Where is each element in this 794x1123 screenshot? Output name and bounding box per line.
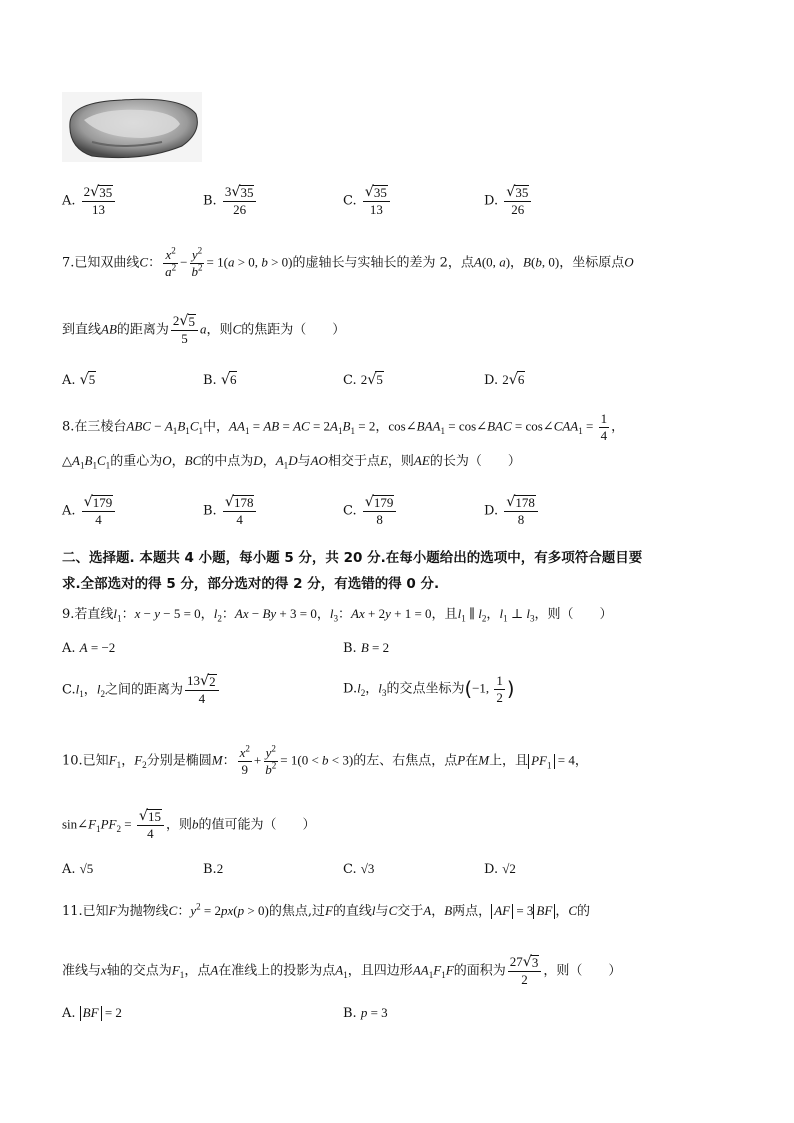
q6-option-a[interactable]: A. 2 √ 35 13 <box>62 185 117 217</box>
q11-stem-line2: 准线与x轴的交点为$F_1$，点A在准线上的投影为点$A_1$，且四边形$AA_1F_1F$的面积为 27 √ 3 2 ，则（ ） <box>62 954 622 987</box>
q10-option-d[interactable]: D. √2 <box>484 861 516 877</box>
q6-option-d[interactable]: D. √ 35 26 <box>484 185 533 217</box>
q7-stem-line2: 到直线AB的距离为 2 √ 5 5 a，则C的焦距为（ ） <box>62 313 346 346</box>
q8-option-b[interactable]: B. √ 178 4 <box>203 495 258 527</box>
q9-option-c[interactable]: $C.l_1$，$l_2$之间的距离为 13 √ 2 4 <box>62 674 221 706</box>
q7-option-b[interactable]: B. √ 6 <box>203 372 237 388</box>
q11-option-a[interactable]: A. BF = 2 <box>62 1005 122 1021</box>
section2-heading-line1: 二、选择题. 本题共 4 小题，每小题 5 分，共 20 分.在每小题给出的选项中，有多项符合题目要 <box>62 550 643 566</box>
q7-stem-line1: 7.已知双曲线C： $\frac{x^2}{a^2}$ − $\frac{y^2}{b^2}$ = 1(a > 0, b > 0)的虚轴长与实轴长的差为 2，点A(0, a)，B(b, 0)，坐标原点O <box>62 245 634 279</box>
q10-option-c[interactable]: C. √3 <box>343 861 375 877</box>
q9-option-d[interactable]: $D.l_2$，$l_3$的交点坐标为(−1, $\frac{1}{2}$ ) <box>343 673 515 705</box>
q7-option-d[interactable]: D. 2 √ 6 <box>484 372 525 388</box>
q7-option-c[interactable]: C. 2 √ 5 <box>343 372 383 388</box>
q6-option-b[interactable]: B. 3 √ 35 26 <box>203 185 258 217</box>
q9-option-a[interactable]: A. A = −2 <box>62 640 116 656</box>
q6-option-c[interactable]: C. √ 35 13 <box>343 185 392 217</box>
q9-option-b[interactable]: B. B = 2 <box>343 640 390 656</box>
q8-option-d[interactable]: D. √ 178 8 <box>484 495 540 527</box>
q10-stem-line2: $\sin\angle F_1PF_2$ = √ 15 4 ，则b的值可能为（ ） <box>62 808 316 841</box>
q8-stem-line2: $\triangle A_1B_1C_1$的重心为O，BC的中点为D，$A_1D$与AO相交于点E，则AE的长为（ ） <box>62 453 521 471</box>
q8-option-c[interactable]: C. √ 179 8 <box>343 495 398 527</box>
q10-option-b[interactable]: B.2 <box>203 861 224 877</box>
q11-stem-line1: 11.已知F为抛物线C：$y^2 = 2px(p > 0)$的焦点,过F的直线l与C交于A，B两点， AF = 3 BF ，C的 <box>62 901 591 919</box>
q9-stem: 9.若直线$l_1$：x − y − 5 = 0，$l_2$：Ax − By + 3 = 0，$l_3$：Ax + 2y + 1 = 0，且$l_1$ ∥ $l_2$，$l_1$ ⊥ $l_3$，则（ ） <box>62 606 613 624</box>
section2-heading-line2: 求.全部选对的得 5 分，部分选对的得 2 分，有选错的得 0 分. <box>62 576 440 592</box>
q7-option-a[interactable]: A. √ 5 <box>62 372 96 388</box>
q8-stem-line1: 8.在三棱台ABC − $A_1B_1C_1$中，$AA_1$ = AB = AC = $2A_1B_1 = 2$，$\cos\angle BAA_1$ = cos∠BAC = $\cos\angle CAA_1$ = $\frac{1}{4}$ ， <box>62 411 625 443</box>
q11-option-b[interactable]: B. p = 3 <box>343 1005 388 1021</box>
q8-option-a[interactable]: A. √ 179 4 <box>62 495 117 527</box>
q10-option-a[interactable]: A. √5 <box>62 861 94 877</box>
stone-image <box>62 92 202 162</box>
q10-stem-line1: 10.已知$F_1$，$F_2$分别是椭圆M： $\frac{x^2}{9}$ + $\frac{y^2}{b^2}$ = 1(0 < b < 3)的左、右焦点，点P在M上，且 $PF_1 = 4$， <box>62 743 588 777</box>
